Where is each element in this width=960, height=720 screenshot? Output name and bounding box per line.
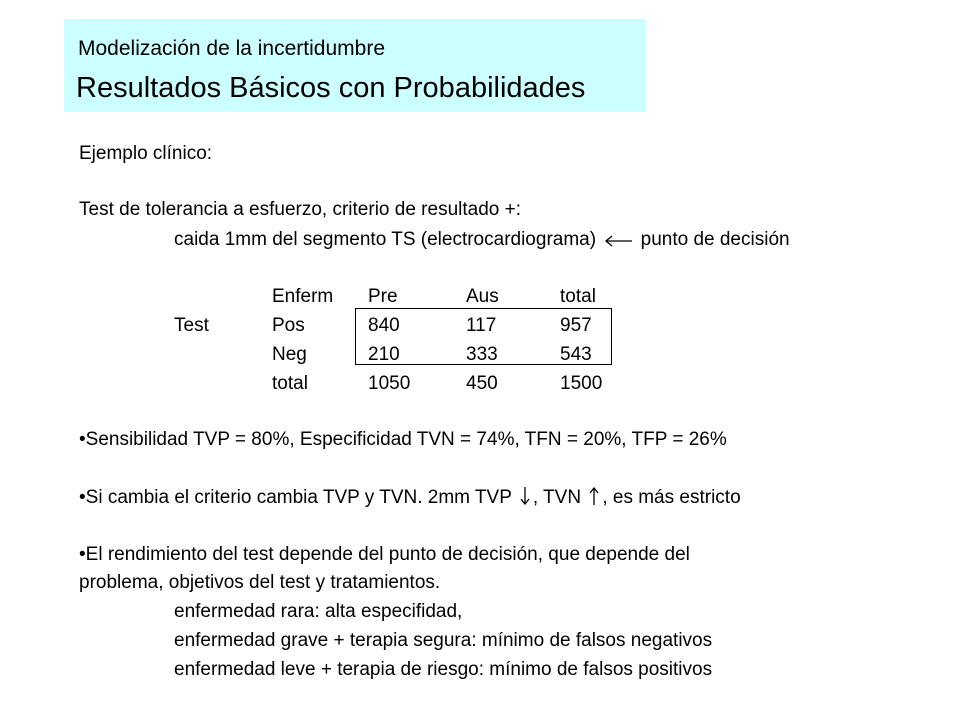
col-header-enferm: Enferm	[272, 286, 334, 307]
up-arrow-icon	[588, 486, 600, 513]
cell-total-aus: 450	[466, 373, 498, 394]
tvn-text: , TVN	[532, 487, 582, 508]
bullet-sensitivity: •Sensibilidad TVP = 80%, Especificidad TVN = 74%, TFN = 20%, TFP = 26%	[79, 429, 727, 450]
criterion-change-text: •Si cambia el criterio cambia TVP y TVN. 2mm TVP	[79, 487, 512, 508]
bullet-performance-line1: •El rendimiento del test depende del punto de decisión, que depende del	[79, 544, 690, 565]
subitem-severe-disease: enfermedad grave + terapia segura: mínimo de falsos negativos	[174, 630, 713, 651]
cell-neg-aus: 333	[466, 344, 498, 365]
row-label-total: total	[272, 373, 308, 394]
row-label-pos: Pos	[272, 315, 305, 336]
row-header-test: Test	[174, 315, 209, 336]
strict-text: , es más estricto	[602, 487, 741, 508]
cell-total-pre: 1050	[368, 373, 411, 394]
row-label-neg: Neg	[272, 344, 307, 365]
test-description: Test de tolerancia a esfuerzo, criterio de resultado +:	[79, 199, 521, 220]
down-arrow-icon	[519, 486, 531, 513]
col-header-aus: Aus	[466, 286, 499, 307]
cell-neg-total: 543	[560, 344, 592, 365]
bullet-performance-line2: problema, objetivos del test y tratamientos.	[79, 572, 441, 593]
decision-point-text: punto de decisión	[640, 229, 790, 250]
criterion-line	[174, 228, 790, 255]
cell-pos-total: 957	[560, 315, 592, 336]
long-left-arrow-icon	[603, 231, 633, 255]
cell-pos-pre: 840	[368, 315, 400, 336]
cell-pos-aus: 117	[466, 315, 497, 336]
slide-subtitle: Modelización de la incertidumbre	[78, 37, 385, 60]
table-highlight-box	[355, 308, 612, 365]
cell-neg-pre: 210	[368, 344, 400, 365]
bullet-criterion-change	[79, 486, 741, 513]
example-heading: Ejemplo clínico:	[79, 143, 213, 164]
slide-title: Resultados Básicos con Probabilidades	[76, 72, 586, 104]
cell-total-total: 1500	[560, 373, 603, 394]
col-header-total: total	[560, 286, 596, 307]
col-header-pre: Pre	[368, 286, 398, 307]
criterion-text: caida 1mm del segmento TS (electrocardiograma)	[174, 229, 597, 250]
subitem-mild-disease: enfermedad leve + terapia de riesgo: mínimo de falsos positivos	[174, 659, 713, 680]
subitem-rare-disease: enfermedad rara: alta especifidad,	[174, 601, 463, 622]
